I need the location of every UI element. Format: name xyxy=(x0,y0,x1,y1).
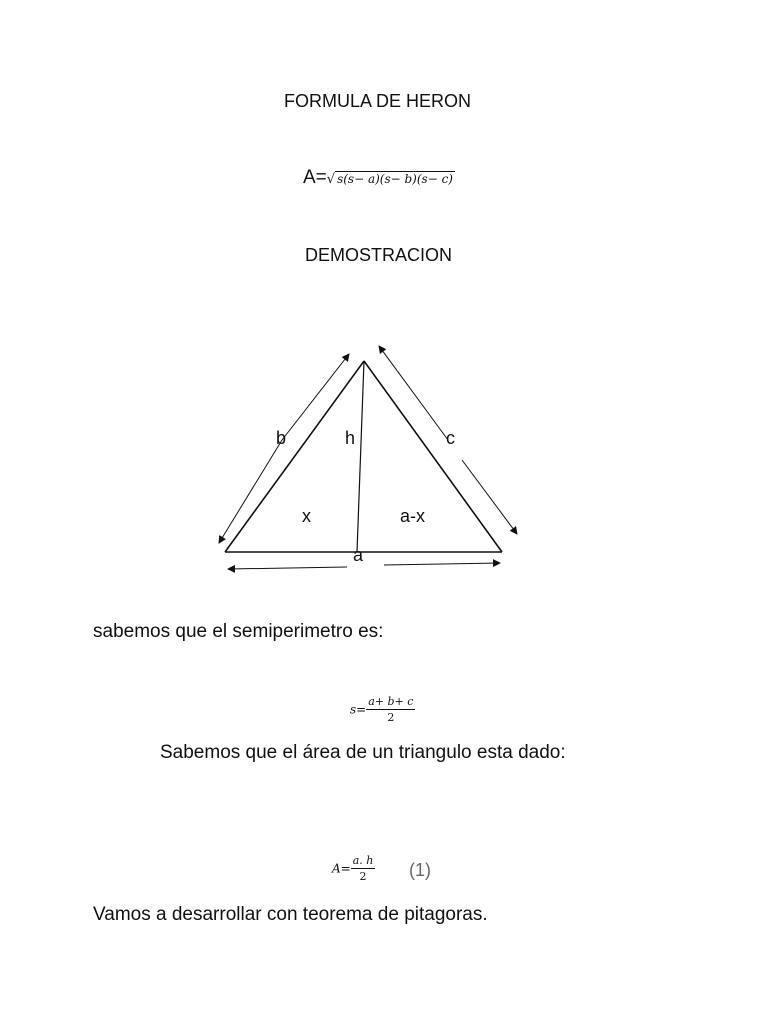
arrow-a-left xyxy=(228,567,347,569)
semiperimeter-lhs: s= xyxy=(350,702,367,717)
arrow-c-up xyxy=(379,346,448,440)
label-c: c xyxy=(446,428,455,448)
area-denominator: 2 xyxy=(359,870,367,883)
arrow-c-down xyxy=(462,460,517,534)
area-intro: Sabemos que el área de un triangulo esta dado: xyxy=(160,742,566,763)
arrow-b-down xyxy=(219,440,282,543)
label-b: b xyxy=(276,428,287,448)
area-lhs: A= xyxy=(332,861,351,876)
heron-formula-lhs: A= xyxy=(303,167,327,188)
label-a-minus-x: a-x xyxy=(400,506,426,526)
semiperimeter-formula xyxy=(350,696,415,723)
semiperimeter-denominator: 2 xyxy=(387,711,395,724)
label-x: x xyxy=(302,506,311,526)
label-a: a xyxy=(353,545,364,565)
label-h: h xyxy=(345,428,356,448)
triangle-height-line xyxy=(357,361,364,552)
page-title: FORMULA DE HERON xyxy=(284,91,472,111)
pythagoras-intro: Vamos a desarrollar con teorema de pitagoras. xyxy=(93,904,488,925)
area-fraction xyxy=(351,855,376,882)
semiperimeter-intro: sabemos que el semiperimetro es: xyxy=(93,621,384,642)
semiperimeter-fraction xyxy=(366,696,415,723)
demonstration-heading: DEMOSTRACION xyxy=(305,245,453,265)
area-formula xyxy=(332,855,375,882)
heron-formula-radicand: s(s− a)(s− b)(s− c) xyxy=(337,172,453,186)
triangle-side-b xyxy=(225,361,364,552)
sqrt-icon: √ xyxy=(326,172,336,187)
arrow-a-right xyxy=(384,563,500,565)
equation-number: (1) xyxy=(409,860,431,880)
semiperimeter-numerator: a+ b+ c xyxy=(368,695,414,708)
area-numerator: a. h xyxy=(352,854,374,867)
triangle-side-c xyxy=(364,361,502,552)
